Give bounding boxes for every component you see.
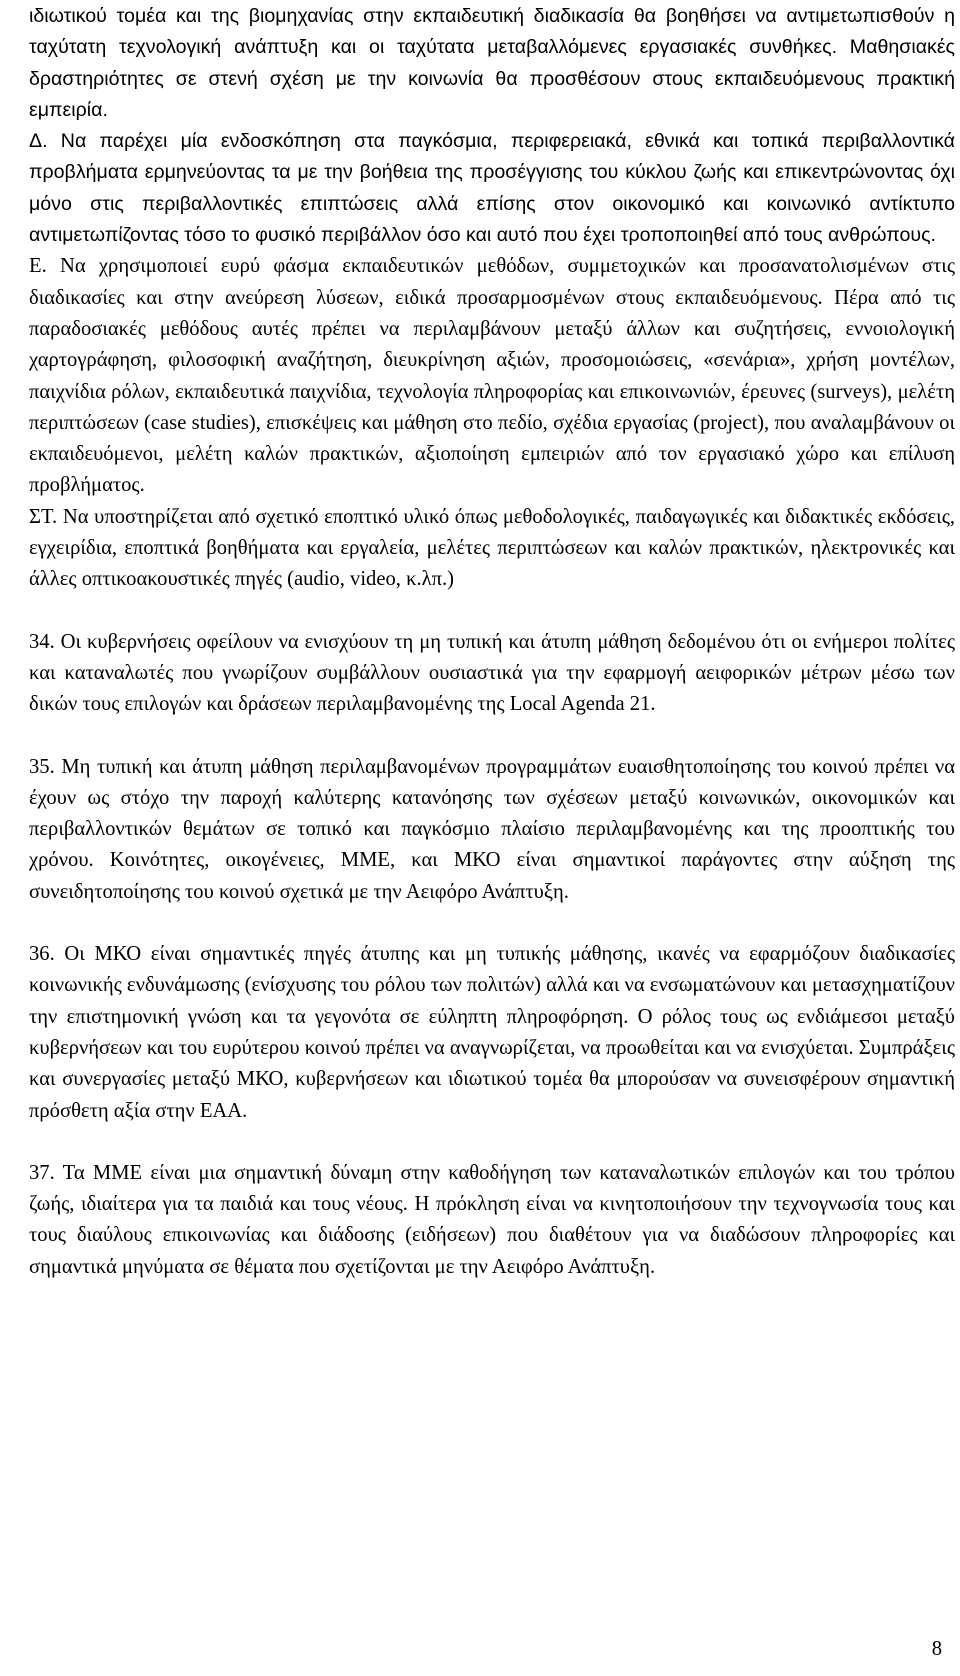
paragraph-37: 37. Τα ΜΜΕ είναι μια σημαντική δύναμη στην καθοδήγηση των καταναλωτικών επιλογών και του τρόπου ζωής, ιδιαίτερα για τα παιδιά και τους νέους. Η πρόκληση είναι να κινητοποιήσουν την τεχνογνωσία τους και τους διαύλους επικοινωνίας και διάδοσης (ειδήσεων) που διαθέτουν για να διαδώσουν πληροφορίες και σημαντικά μηνύματα σε θέματα που σχετίζονται με την Αειφόρο Ανάπτυξη. (29, 1161, 955, 1278)
paragraph-spacer (29, 1127, 955, 1158)
paragraph-34: 34. Οι κυβερνήσεις οφείλουν να ενισχύουν τη μη τυπική και άτυπη μάθηση δεδομένου ότι οι ενήμεροι πολίτες και καταναλωτές που γνωρίζουν συμβάλλουν ουσιαστικά για την εφαρμογή αειφορικών μέτρων μέσω των δικών τους επιλογών και δράσεων περιλαμβανομένης της Local Agenda 21. (29, 630, 955, 716)
document-body (29, 0, 955, 1283)
paragraph-delta: Δ. Να παρέχει μία ενδοσκόπηση στα παγκόσμια, περιφερειακά, εθνικά και τοπικά περιβαλλοντικά προβλήματα ερμηνεύοντας τα με την βοήθεια της προσέγγισης του κύκλου ζωής και επικεντρώνοντας όχι μόνο στις περιβαλλοντικές επιπτώσεις αλλά επίσης στον οικονομικό και κοινωνικό αντίκτυπο αντιμετωπίζοντας τόσο το φυσικό περιβάλλον όσο και αυτό που έχει τροποποιηθεί από τους ανθρώπους. (29, 130, 955, 247)
paragraph-st: ΣΤ. Να υποστηρίζεται από σχετικό εποπτικό υλικό όπως μεθοδολογικές, παιδαγωγικές και διδακτικές εκδόσεις, εγχειρίδια, εποπτικά βοηθήματα και εργαλεία, μελέτες περιπτώσεων και καλών πρακτικών, ηλεκτρονικές και άλλες οπτικοακουστικές πηγές (audio, video, κ.λπ.) (29, 505, 955, 591)
paragraph-35: 35. Μη τυπική και άτυπη μάθηση περιλαμβανομένων προγραμμάτων ευαισθητοποίησης του κοινού πρέπει να έχουν ως στόχο την παροχή καλύτερης κατανόησης των σχέσεων μεταξύ κοινωνικών, οικονομικών και περιβαλλοντικών θεμάτων σε τοπικό και παγκόσμιο πλαίσιο περιλαμβανομένης και της προοπτικής του χρόνου. Κοινότητες, οικογένειες, ΜΜΕ, και ΜΚΟ είναι σημαντικοί παράγοντες στην αύξηση της συνειδητοποίησης του κοινού σχετικά με την Αειφόρο Ανάπτυξη. (29, 755, 955, 903)
paragraph-spacer (29, 908, 955, 939)
paragraph-epsilon: Ε. Να χρησιμοποιεί ευρύ φάσμα εκπαιδευτικών μεθόδων, συμμετοχικών και προσανατολισμένων στις διαδικασίες και στην ανεύρεση λύσεων, ειδικά προσαρμοσμένων στους εκπαιδευόμενους. Πέρα από τις παραδοσιακές μεθόδους αυτές πρέπει να περιλαμβάνουν μεταξύ άλλων και συζητήσεις, εννοιολογική χαρτογράφηση, φιλοσοφική αναζήτηση, διευκρίνηση αξιών, προσομοιώσεις, «σενάρια», χρήση μοντέλων, παιχνίδια ρόλων, εκπαιδευτικά παιχνίδια, τεχνολογία πληροφορίας και επικοινωνιών, έρευνες (surveys), μελέτη περιπτώσεων (case studies), επισκέψεις και μάθηση στο πεδίο, σχέδια εργασίας (project), που αναλαμβάνουν οι εκπαιδευόμενοι, μελέτη καλών πρακτικών, αξιοποίηση εμπειριών από τον εργασιακό χώρο και επίλυση προβλήματος. (29, 255, 955, 497)
paragraph-continuation: ιδιωτικού τομέα και της βιομηχανίας στην εκπαιδευτική διαδικασία θα βοηθήσει να αντιμετωπισθούν η ταχύτατη τεχνολογική ανάπτυξη και οι ταχύτατα μεταβαλλόμενες εργασιακές συνθήκες. Μαθησιακές δραστηριότητες σε στενή σχέση με την κοινωνία θα προσθέσουν στους εκπαιδευόμενους πρακτική εμπειρία. (29, 5, 955, 121)
paragraph-36: 36. Οι ΜΚΟ είναι σημαντικές πηγές άτυπης και μη τυπικής μάθησης, ικανές να εφαρμόζουν διαδικασίες κοινωνικής ενδυνάμωσης (ενίσχυσης του ρόλου των πολιτών) αλλά και να ενσωματώνουν και μετασχηματίζουν την επιστημονική γνώση και τα γεγονότα σε εύληπτη πληροφόρηση. Ο ρόλος τους ως ενδιάμεσοι μεταξύ κυβερνήσεων και του ευρύτερου κοινού πρέπει να αναγνωρίζεται, να προωθείται και να ενισχύεται. Συμπράξεις και συνεργασίες μεταξύ ΜΚΟ, κυβερνήσεων και ιδιωτικού τομέα θα μπορούσαν να συνεισφέρουν σημαντική πρόσθετη αξία στην ΕΑΑ. (29, 943, 955, 1122)
paragraph-spacer (29, 721, 955, 752)
paragraph-spacer (29, 596, 955, 627)
page-number: 8 (931, 1638, 942, 1660)
